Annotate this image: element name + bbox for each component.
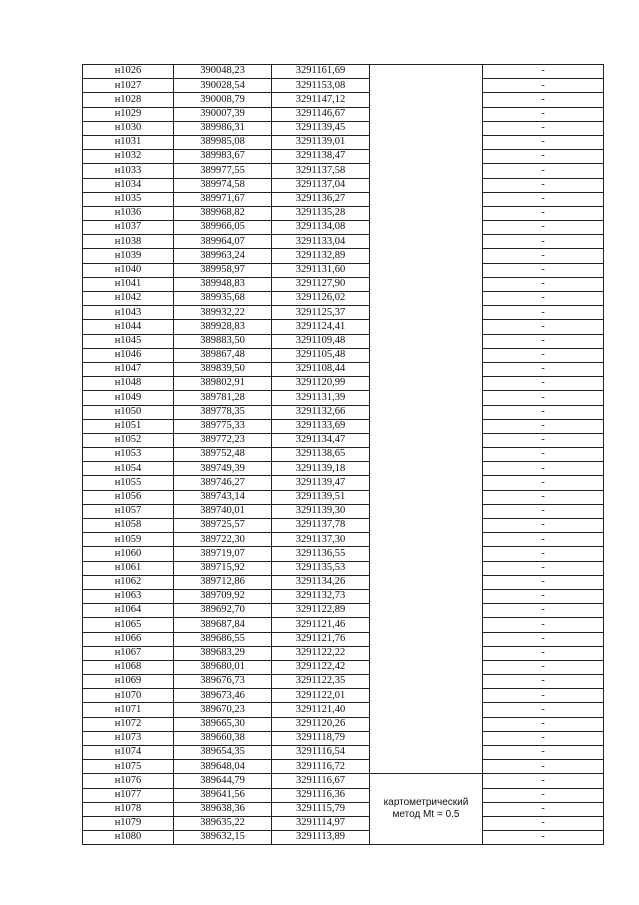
point-cell: н1036 bbox=[83, 206, 174, 220]
y-coordinate-cell: 3291122,35 bbox=[272, 675, 370, 689]
y-coordinate-cell: 3291121,46 bbox=[272, 618, 370, 632]
note-cell: - bbox=[483, 405, 604, 419]
table-row bbox=[83, 391, 604, 405]
table-row bbox=[83, 377, 604, 391]
x-coordinate-cell: 389683,29 bbox=[174, 646, 272, 660]
y-coordinate-cell: 3291134,26 bbox=[272, 575, 370, 589]
table-row bbox=[83, 519, 604, 533]
x-coordinate-cell: 389948,83 bbox=[174, 277, 272, 291]
x-coordinate-cell: 389654,35 bbox=[174, 746, 272, 760]
point-cell: н1068 bbox=[83, 660, 174, 674]
y-coordinate-cell: 3291121,76 bbox=[272, 632, 370, 646]
note-cell: - bbox=[483, 717, 604, 731]
table-row bbox=[83, 802, 604, 816]
table-row bbox=[83, 774, 604, 788]
y-coordinate-cell: 3291105,48 bbox=[272, 348, 370, 362]
point-cell: н1046 bbox=[83, 348, 174, 362]
table-row bbox=[83, 462, 604, 476]
point-cell: н1026 bbox=[83, 65, 174, 79]
note-cell: - bbox=[483, 547, 604, 561]
x-coordinate-cell: 389680,01 bbox=[174, 660, 272, 674]
y-coordinate-cell: 3291122,42 bbox=[272, 660, 370, 674]
method-cell: картометрический метод Mt = 0.5 bbox=[370, 774, 483, 845]
table-row bbox=[83, 604, 604, 618]
y-coordinate-cell: 3291133,69 bbox=[272, 419, 370, 433]
y-coordinate-cell: 3291120,26 bbox=[272, 717, 370, 731]
point-cell: н1027 bbox=[83, 79, 174, 93]
x-coordinate-cell: 389665,30 bbox=[174, 717, 272, 731]
point-cell: н1065 bbox=[83, 618, 174, 632]
x-coordinate-cell: 389712,86 bbox=[174, 575, 272, 589]
y-coordinate-cell: 3291125,37 bbox=[272, 306, 370, 320]
note-cell: - bbox=[483, 533, 604, 547]
note-cell: - bbox=[483, 178, 604, 192]
y-coordinate-cell: 3291121,40 bbox=[272, 703, 370, 717]
y-coordinate-cell: 3291133,04 bbox=[272, 235, 370, 249]
x-coordinate-cell: 390008,79 bbox=[174, 93, 272, 107]
method-cell-empty bbox=[370, 65, 483, 774]
x-coordinate-cell: 389977,55 bbox=[174, 164, 272, 178]
point-cell: н1070 bbox=[83, 689, 174, 703]
note-cell: - bbox=[483, 334, 604, 348]
note-cell: - bbox=[483, 221, 604, 235]
y-coordinate-cell: 3291137,30 bbox=[272, 533, 370, 547]
note-cell: - bbox=[483, 362, 604, 376]
table-row bbox=[83, 192, 604, 206]
table-row bbox=[83, 675, 604, 689]
note-cell: - bbox=[483, 490, 604, 504]
y-coordinate-cell: 3291134,47 bbox=[272, 433, 370, 447]
point-cell: н1034 bbox=[83, 178, 174, 192]
x-coordinate-cell: 389719,07 bbox=[174, 547, 272, 561]
x-coordinate-cell: 389968,82 bbox=[174, 206, 272, 220]
note-cell: - bbox=[483, 519, 604, 533]
x-coordinate-cell: 389692,70 bbox=[174, 604, 272, 618]
note-cell: - bbox=[483, 589, 604, 603]
table-row bbox=[83, 433, 604, 447]
y-coordinate-cell: 3291139,45 bbox=[272, 121, 370, 135]
point-cell: н1078 bbox=[83, 802, 174, 816]
y-coordinate-cell: 3291122,22 bbox=[272, 646, 370, 660]
table-row bbox=[83, 618, 604, 632]
x-coordinate-cell: 389686,55 bbox=[174, 632, 272, 646]
x-coordinate-cell: 389963,24 bbox=[174, 249, 272, 263]
table-row bbox=[83, 660, 604, 674]
note-cell: - bbox=[483, 561, 604, 575]
y-coordinate-cell: 3291139,18 bbox=[272, 462, 370, 476]
x-coordinate-cell: 389781,28 bbox=[174, 391, 272, 405]
x-coordinate-cell: 389966,05 bbox=[174, 221, 272, 235]
x-coordinate-cell: 389715,92 bbox=[174, 561, 272, 575]
point-cell: н1033 bbox=[83, 164, 174, 178]
x-coordinate-cell: 389641,56 bbox=[174, 788, 272, 802]
x-coordinate-cell: 389638,36 bbox=[174, 802, 272, 816]
note-cell: - bbox=[483, 689, 604, 703]
table-row bbox=[83, 490, 604, 504]
x-coordinate-cell: 389644,79 bbox=[174, 774, 272, 788]
point-cell: н1060 bbox=[83, 547, 174, 561]
x-coordinate-cell: 389632,15 bbox=[174, 831, 272, 845]
y-coordinate-cell: 3291108,44 bbox=[272, 362, 370, 376]
coordinates-table bbox=[82, 64, 604, 845]
y-coordinate-cell: 3291147,12 bbox=[272, 93, 370, 107]
table-row bbox=[83, 249, 604, 263]
table-row bbox=[83, 405, 604, 419]
note-cell: - bbox=[483, 746, 604, 760]
note-cell: - bbox=[483, 632, 604, 646]
table-row bbox=[83, 419, 604, 433]
note-cell: - bbox=[483, 660, 604, 674]
note-cell: - bbox=[483, 192, 604, 206]
y-coordinate-cell: 3291116,67 bbox=[272, 774, 370, 788]
table-row bbox=[83, 334, 604, 348]
point-cell: н1030 bbox=[83, 121, 174, 135]
table-row bbox=[83, 79, 604, 93]
note-cell: - bbox=[483, 788, 604, 802]
table-row bbox=[83, 703, 604, 717]
point-cell: н1064 bbox=[83, 604, 174, 618]
y-coordinate-cell: 3291146,67 bbox=[272, 107, 370, 121]
table-row bbox=[83, 646, 604, 660]
point-cell: н1037 bbox=[83, 221, 174, 235]
point-cell: н1044 bbox=[83, 320, 174, 334]
point-cell: н1072 bbox=[83, 717, 174, 731]
note-cell: - bbox=[483, 604, 604, 618]
note-cell: - bbox=[483, 774, 604, 788]
table-row bbox=[83, 206, 604, 220]
point-cell: н1038 bbox=[83, 235, 174, 249]
x-coordinate-cell: 389752,48 bbox=[174, 448, 272, 462]
y-coordinate-cell: 3291127,90 bbox=[272, 277, 370, 291]
table-row bbox=[83, 107, 604, 121]
x-coordinate-cell: 389722,30 bbox=[174, 533, 272, 547]
point-cell: н1050 bbox=[83, 405, 174, 419]
y-coordinate-cell: 3291120,99 bbox=[272, 377, 370, 391]
x-coordinate-cell: 389986,31 bbox=[174, 121, 272, 135]
y-coordinate-cell: 3291137,04 bbox=[272, 178, 370, 192]
y-coordinate-cell: 3291134,08 bbox=[272, 221, 370, 235]
table-row bbox=[83, 362, 604, 376]
note-cell: - bbox=[483, 249, 604, 263]
x-coordinate-cell: 389964,07 bbox=[174, 235, 272, 249]
table-row bbox=[83, 746, 604, 760]
x-coordinate-cell: 389635,22 bbox=[174, 816, 272, 830]
x-coordinate-cell: 389983,67 bbox=[174, 150, 272, 164]
table-row bbox=[83, 561, 604, 575]
y-coordinate-cell: 3291115,79 bbox=[272, 802, 370, 816]
x-coordinate-cell: 389740,01 bbox=[174, 504, 272, 518]
point-cell: н1052 bbox=[83, 433, 174, 447]
table-row bbox=[83, 65, 604, 79]
point-cell: н1054 bbox=[83, 462, 174, 476]
table-row bbox=[83, 448, 604, 462]
note-cell: - bbox=[483, 504, 604, 518]
y-coordinate-cell: 3291116,72 bbox=[272, 760, 370, 774]
y-coordinate-cell: 3291136,55 bbox=[272, 547, 370, 561]
x-coordinate-cell: 389971,67 bbox=[174, 192, 272, 206]
table-row bbox=[83, 135, 604, 149]
note-cell: - bbox=[483, 93, 604, 107]
note-cell: - bbox=[483, 377, 604, 391]
point-cell: н1028 bbox=[83, 93, 174, 107]
x-coordinate-cell: 389932,22 bbox=[174, 306, 272, 320]
point-cell: н1049 bbox=[83, 391, 174, 405]
table-row bbox=[83, 221, 604, 235]
y-coordinate-cell: 3291153,08 bbox=[272, 79, 370, 93]
y-coordinate-cell: 3291137,78 bbox=[272, 519, 370, 533]
point-cell: н1075 bbox=[83, 760, 174, 774]
y-coordinate-cell: 3291135,28 bbox=[272, 206, 370, 220]
x-coordinate-cell: 389935,68 bbox=[174, 292, 272, 306]
table-row bbox=[83, 476, 604, 490]
x-coordinate-cell: 389648,04 bbox=[174, 760, 272, 774]
point-cell: н1067 bbox=[83, 646, 174, 660]
table-row bbox=[83, 292, 604, 306]
note-cell: - bbox=[483, 391, 604, 405]
note-cell: - bbox=[483, 65, 604, 79]
x-coordinate-cell: 389660,38 bbox=[174, 731, 272, 745]
x-coordinate-cell: 390048,23 bbox=[174, 65, 272, 79]
point-cell: н1061 bbox=[83, 561, 174, 575]
point-cell: н1042 bbox=[83, 292, 174, 306]
note-cell: - bbox=[483, 277, 604, 291]
note-cell: - bbox=[483, 263, 604, 277]
note-cell: - bbox=[483, 121, 604, 135]
note-cell: - bbox=[483, 150, 604, 164]
x-coordinate-cell: 389883,50 bbox=[174, 334, 272, 348]
y-coordinate-cell: 3291126,02 bbox=[272, 292, 370, 306]
note-cell: - bbox=[483, 348, 604, 362]
point-cell: н1080 bbox=[83, 831, 174, 845]
table-row bbox=[83, 816, 604, 830]
y-coordinate-cell: 3291132,89 bbox=[272, 249, 370, 263]
point-cell: н1057 bbox=[83, 504, 174, 518]
note-cell: - bbox=[483, 462, 604, 476]
x-coordinate-cell: 389928,83 bbox=[174, 320, 272, 334]
y-coordinate-cell: 3291131,60 bbox=[272, 263, 370, 277]
note-cell: - bbox=[483, 320, 604, 334]
note-cell: - bbox=[483, 675, 604, 689]
y-coordinate-cell: 3291116,54 bbox=[272, 746, 370, 760]
table-row bbox=[83, 121, 604, 135]
note-cell: - bbox=[483, 448, 604, 462]
table-row bbox=[83, 589, 604, 603]
y-coordinate-cell: 3291113,89 bbox=[272, 831, 370, 845]
note-cell: - bbox=[483, 618, 604, 632]
x-coordinate-cell: 389673,46 bbox=[174, 689, 272, 703]
y-coordinate-cell: 3291116,36 bbox=[272, 788, 370, 802]
table-row bbox=[83, 306, 604, 320]
point-cell: н1039 bbox=[83, 249, 174, 263]
table-row bbox=[83, 263, 604, 277]
x-coordinate-cell: 389775,33 bbox=[174, 419, 272, 433]
x-coordinate-cell: 389725,57 bbox=[174, 519, 272, 533]
y-coordinate-cell: 3291136,27 bbox=[272, 192, 370, 206]
point-cell: н1062 bbox=[83, 575, 174, 589]
point-cell: н1043 bbox=[83, 306, 174, 320]
note-cell: - bbox=[483, 831, 604, 845]
point-cell: н1076 bbox=[83, 774, 174, 788]
y-coordinate-cell: 3291139,30 bbox=[272, 504, 370, 518]
point-cell: н1077 bbox=[83, 788, 174, 802]
note-cell: - bbox=[483, 731, 604, 745]
table-row bbox=[83, 831, 604, 845]
y-coordinate-cell: 3291132,73 bbox=[272, 589, 370, 603]
point-cell: н1048 bbox=[83, 377, 174, 391]
x-coordinate-cell: 389958,97 bbox=[174, 263, 272, 277]
y-coordinate-cell: 3291139,01 bbox=[272, 135, 370, 149]
point-cell: н1045 bbox=[83, 334, 174, 348]
table-row bbox=[83, 533, 604, 547]
point-cell: н1032 bbox=[83, 150, 174, 164]
table-row bbox=[83, 235, 604, 249]
note-cell: - bbox=[483, 306, 604, 320]
x-coordinate-cell: 389743,14 bbox=[174, 490, 272, 504]
note-cell: - bbox=[483, 292, 604, 306]
table-row bbox=[83, 731, 604, 745]
table-row bbox=[83, 717, 604, 731]
y-coordinate-cell: 3291131,39 bbox=[272, 391, 370, 405]
point-cell: н1074 bbox=[83, 746, 174, 760]
point-cell: н1047 bbox=[83, 362, 174, 376]
y-coordinate-cell: 3291161,69 bbox=[272, 65, 370, 79]
note-cell: - bbox=[483, 802, 604, 816]
table-row bbox=[83, 632, 604, 646]
x-coordinate-cell: 390028,54 bbox=[174, 79, 272, 93]
x-coordinate-cell: 389746,27 bbox=[174, 476, 272, 490]
x-coordinate-cell: 389974,58 bbox=[174, 178, 272, 192]
note-cell: - bbox=[483, 164, 604, 178]
note-cell: - bbox=[483, 816, 604, 830]
y-coordinate-cell: 3291135,53 bbox=[272, 561, 370, 575]
y-coordinate-cell: 3291138,47 bbox=[272, 150, 370, 164]
y-coordinate-cell: 3291139,51 bbox=[272, 490, 370, 504]
y-coordinate-cell: 3291132,66 bbox=[272, 405, 370, 419]
point-cell: н1079 bbox=[83, 816, 174, 830]
point-cell: н1053 bbox=[83, 448, 174, 462]
point-cell: н1063 bbox=[83, 589, 174, 603]
table-row bbox=[83, 164, 604, 178]
note-cell: - bbox=[483, 419, 604, 433]
table-row bbox=[83, 150, 604, 164]
note-cell: - bbox=[483, 703, 604, 717]
x-coordinate-cell: 389709,92 bbox=[174, 589, 272, 603]
table-row bbox=[83, 277, 604, 291]
note-cell: - bbox=[483, 433, 604, 447]
y-coordinate-cell: 3291137,58 bbox=[272, 164, 370, 178]
y-coordinate-cell: 3291118,79 bbox=[272, 731, 370, 745]
point-cell: н1031 bbox=[83, 135, 174, 149]
point-cell: н1056 bbox=[83, 490, 174, 504]
x-coordinate-cell: 389676,73 bbox=[174, 675, 272, 689]
x-coordinate-cell: 389985,08 bbox=[174, 135, 272, 149]
point-cell: н1051 bbox=[83, 419, 174, 433]
point-cell: н1041 bbox=[83, 277, 174, 291]
coordinates-table-body bbox=[83, 65, 604, 845]
table-row bbox=[83, 93, 604, 107]
x-coordinate-cell: 389687,84 bbox=[174, 618, 272, 632]
point-cell: н1058 bbox=[83, 519, 174, 533]
x-coordinate-cell: 389839,50 bbox=[174, 362, 272, 376]
x-coordinate-cell: 389772,23 bbox=[174, 433, 272, 447]
point-cell: н1035 bbox=[83, 192, 174, 206]
note-cell: - bbox=[483, 575, 604, 589]
x-coordinate-cell: 390007,39 bbox=[174, 107, 272, 121]
x-coordinate-cell: 389867,48 bbox=[174, 348, 272, 362]
point-cell: н1059 bbox=[83, 533, 174, 547]
note-cell: - bbox=[483, 646, 604, 660]
table-row bbox=[83, 760, 604, 774]
note-cell: - bbox=[483, 135, 604, 149]
x-coordinate-cell: 389778,35 bbox=[174, 405, 272, 419]
y-coordinate-cell: 3291124,41 bbox=[272, 320, 370, 334]
table-row bbox=[83, 788, 604, 802]
x-coordinate-cell: 389670,23 bbox=[174, 703, 272, 717]
table-row bbox=[83, 689, 604, 703]
x-coordinate-cell: 389802,91 bbox=[174, 377, 272, 391]
point-cell: н1066 bbox=[83, 632, 174, 646]
note-cell: - bbox=[483, 760, 604, 774]
note-cell: - bbox=[483, 79, 604, 93]
table-row bbox=[83, 504, 604, 518]
y-coordinate-cell: 3291139,47 bbox=[272, 476, 370, 490]
point-cell: н1055 bbox=[83, 476, 174, 490]
table-row bbox=[83, 575, 604, 589]
point-cell: н1040 bbox=[83, 263, 174, 277]
point-cell: н1069 bbox=[83, 675, 174, 689]
table-row bbox=[83, 547, 604, 561]
note-cell: - bbox=[483, 235, 604, 249]
x-coordinate-cell: 389749,39 bbox=[174, 462, 272, 476]
point-cell: н1029 bbox=[83, 107, 174, 121]
note-cell: - bbox=[483, 206, 604, 220]
y-coordinate-cell: 3291138,65 bbox=[272, 448, 370, 462]
y-coordinate-cell: 3291109,48 bbox=[272, 334, 370, 348]
y-coordinate-cell: 3291122,89 bbox=[272, 604, 370, 618]
table-row bbox=[83, 348, 604, 362]
y-coordinate-cell: 3291114,97 bbox=[272, 816, 370, 830]
note-cell: - bbox=[483, 107, 604, 121]
note-cell: - bbox=[483, 476, 604, 490]
point-cell: н1071 bbox=[83, 703, 174, 717]
table-row bbox=[83, 178, 604, 192]
y-coordinate-cell: 3291122,01 bbox=[272, 689, 370, 703]
point-cell: н1073 bbox=[83, 731, 174, 745]
table-row bbox=[83, 320, 604, 334]
